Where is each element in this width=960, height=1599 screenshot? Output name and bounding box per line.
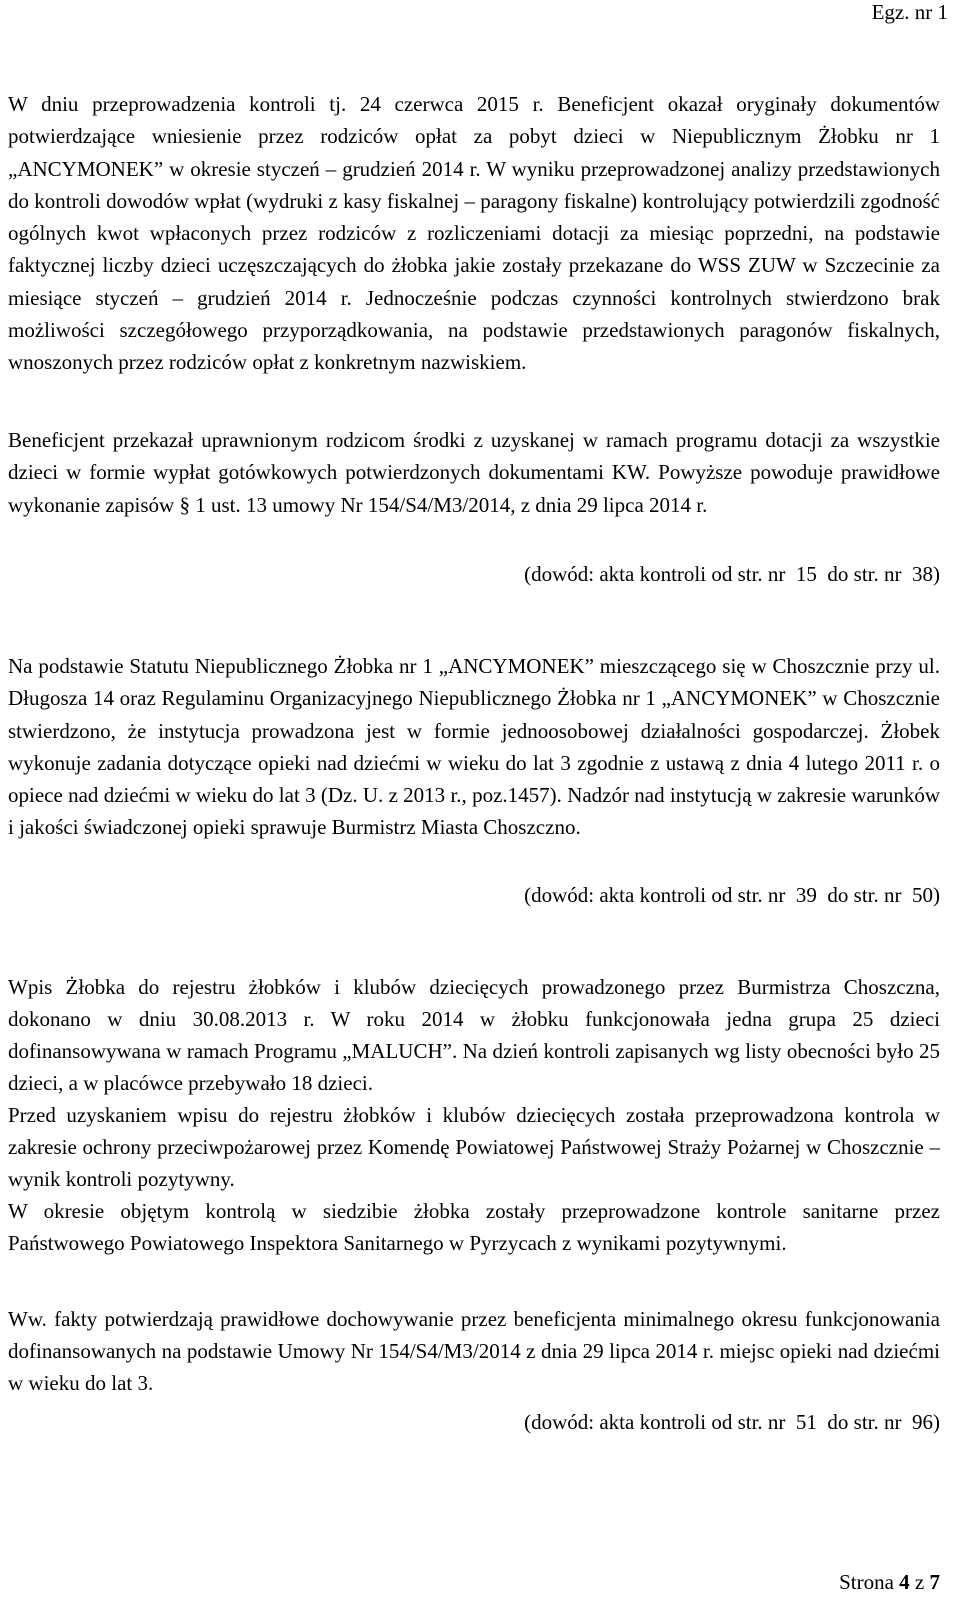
copy-number-label: Egz. nr 1 bbox=[871, 0, 948, 24]
paragraph-registry-entry: Wpis Żłobka do rejestru żłobków i klubów dziecięcych prowadzonego przez Burmistrza Choszczna, dokonano w dniu 30.08.2013 r. W roku 2014 w żłobku funkcjonowała jedna grupa 25 dzieci dofinansowywana w ramach Programu „MALUCH”. Na dzień kontroli zapisanych wg listy obecności było 25 dzieci, a w placówce przebywało 18 dzieci. bbox=[8, 975, 940, 1095]
evidence-reference-2: (dowód: akta kontroli od str. nr 39 do str. nr 50) bbox=[524, 883, 940, 907]
page-separator: z bbox=[914, 1570, 925, 1594]
paragraph-fire-inspection: Przed uzyskaniem wpisu do rejestru żłobków i klubów dziecięcych została przeprowadzona kontrola w zakresie ochrony przeciwpożarowej przez Komendę Powiatowej Państwowej Straży Pożarnej w Choszcznie – wynik kontroli pozytywny. bbox=[8, 1103, 940, 1191]
paragraph-payments-verification: W dniu przeprowadzenia kontroli tj. 24 czerwca 2015 r. Beneficjent okazał oryginały dokumentów potwierdzające wniesienie przez rodziców opłat za pobyt dzieci w Niepublicznym Żłobku nr 1 „ANCYMONEK” w okresie styczeń – grudzień 2014 r. W wyniku przeprowadzonej analizy przedstawionych do kontroli dowodów wpłat (wydruki z kasy fiskalnej – paragony fiskalne) kontrolujący potwierdzili zgodność ogólnych kwot wpłaconych przez rodziców z rozliczeniami dotacji za miesiąc poprzedni, na podstawie faktycznej liczby dzieci uczęszczających do żłobka jakie zostały przekazane do WSS ZUW w Szczecinie za miesiące styczeń – grudzień 2014 r. Jednocześnie podczas czynności kontrolnych stwierdzono brak możliwości szczegółowego przyporządkowania, na podstawie przedstawionych paragonów fiskalnych, wnoszonych przez rodziców opłat z konkretnym nazwiskiem. bbox=[8, 92, 940, 375]
page-prefix: Strona bbox=[839, 1570, 894, 1594]
evidence-reference-1: (dowód: akta kontroli od str. nr 15 do str. nr 38) bbox=[524, 562, 940, 586]
page-number: 4 bbox=[899, 1570, 910, 1594]
page-number-footer bbox=[839, 1570, 940, 1595]
evidence-reference-3: (dowód: akta kontroli od str. nr 51 do str. nr 96) bbox=[524, 1410, 940, 1434]
page-total: 7 bbox=[929, 1570, 940, 1594]
paragraph-conclusion: Ww. fakty potwierdzają prawidłowe dochowywanie przez beneficjenta minimalnego okresu funkcjonowania dofinansowanych na podstawie Umowy Nr 154/S4/M3/2014 z dnia 29 lipca 2014 r. miejsc opieki nad dziećmi w wieku do lat 3. bbox=[8, 1307, 940, 1395]
paragraph-beneficiary-transfer: Beneficjent przekazał uprawnionym rodzicom środki z uzyskanej w ramach programu dotacji za wszystkie dzieci w formie wypłat gotówkowych potwierdzonych dokumentami KW. Powyższe powoduje prawidłowe wykonanie zapisów § 1 ust. 13 umowy Nr 154/S4/M3/2014, z dnia 29 lipca 2014 r. bbox=[8, 428, 940, 517]
paragraph-sanitary-inspection: W okresie objętym kontrolą w siedzibie żłobka zostały przeprowadzone kontrole sanitarne przez Państwowego Powiatowego Inspektora Sanitarnego w Pyrzycach z wynikami pozytywnymi. bbox=[8, 1199, 940, 1255]
paragraph-statute: Na podstawie Statutu Niepublicznego Żłobka nr 1 „ANCYMONEK” mieszczącego się w Choszcznie przy ul. Długosza 14 oraz Regulaminu Organizacyjnego Niepublicznego Żłobka nr 1 „ANCYMONEK” w Choszcznie stwierdzono, że instytucja prowadzona jest w formie jednoosobowej działalności gospodarczej. Żłobek wykonuje zadania dotyczące opieki nad dziećmi w wieku do lat 3 zgodnie z ustawą z dnia 4 lutego 2011 r. o opiece nad dziećmi w wieku do lat 3 (Dz. U. z 2013 r., poz.1457). Nadzór nad instytucją w zakresie warunków i jakości świadczonej opieki sprawuje Burmistrz Miasta Choszczno. bbox=[8, 654, 940, 840]
